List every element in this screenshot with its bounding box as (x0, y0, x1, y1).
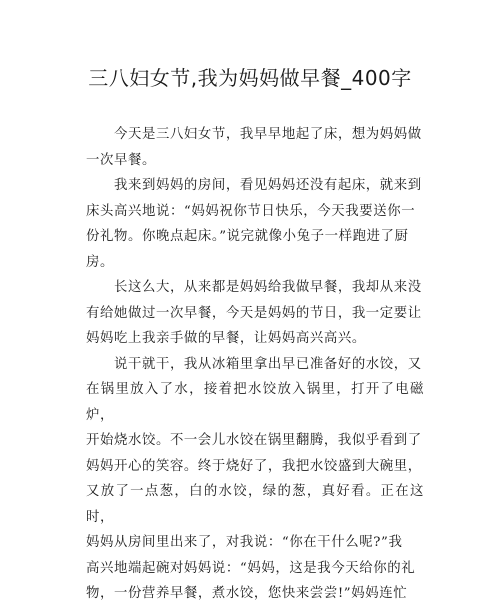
article-body (86, 122, 424, 607)
paragraph-4: 说干就干，我从冰箱里拿出早已准备好的水饺，又 在锅里放入了水，接着把水饺放入锅里，打开了电磁炉， 开始烧水饺。不一会儿水饺在锅里翻腾，我似乎看到了 妈妈开心的笑容。终于烧好了，我把水饺盛到大碗里， 又放了一点葱，白的水饺，绿的葱，真好看。正在这时， 妈妈从房间里出来了，对我说：“你在干什么呢?”我 高兴地端起碗对妈妈说：“妈妈，这是我今天给你的礼 物，一份营养早餐，煮水饺，您快来尝尝!”妈妈连忙 (86, 356, 424, 601)
paragraph-3: 长这么大，从来都是妈妈给我做早餐，我却从来没 有给她做过一次早餐，今天是妈妈的节日，我一定要让 妈妈吃上我亲手做的早餐，让妈妈高兴高兴。 (86, 280, 422, 346)
paragraph-2: 我来到妈妈的房间，看见妈妈还没有起床，就来到 床头高兴地说：“妈妈祝你节日快乐，今天我要送你一 份礼物。你晚点起床。”说完就像小兔子一样跑进了厨 房。 (86, 178, 422, 270)
paragraph-1: 今天是三八妇女节，我早早地起了床，想为妈妈做 一次早餐。 (86, 127, 422, 168)
article-title: 三八妇女节,我为妈妈做早餐_400字 (88, 66, 412, 90)
